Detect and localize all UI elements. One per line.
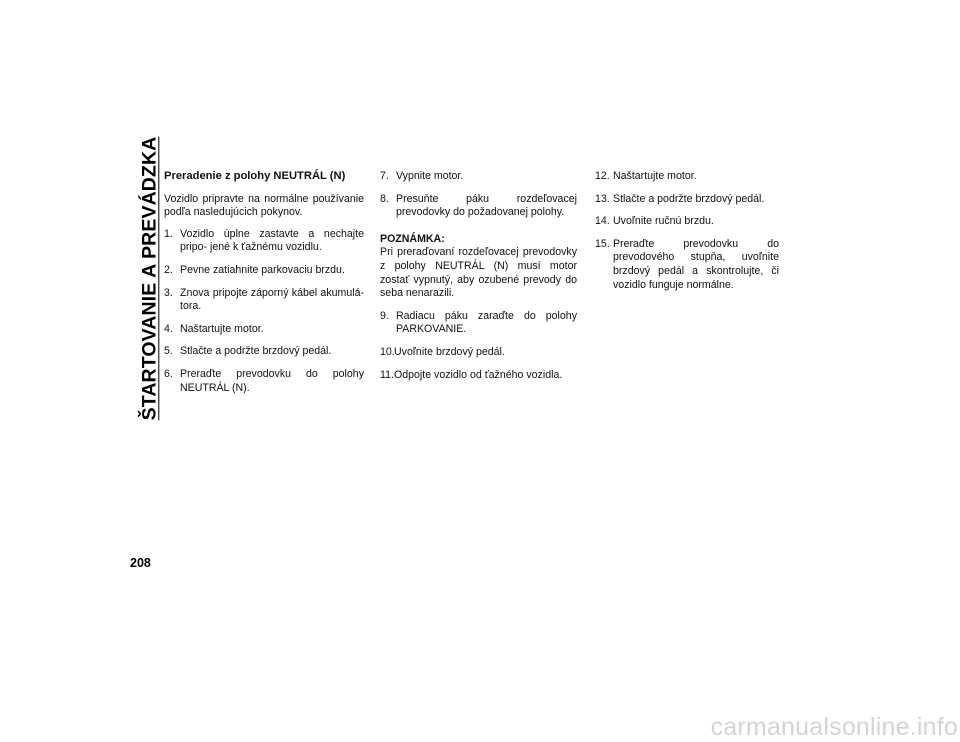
step-text: Naštartujte motor. [613, 170, 697, 182]
step-number: 13. [595, 192, 610, 205]
step-text: Stlačte a podržte brzdový pedál. [180, 345, 332, 358]
step-text: Vozidlo úplne zastavte a nechajte pripo- jené k ťažnému vozidlu. [180, 227, 364, 254]
list-item [164, 323, 364, 337]
list-item [380, 193, 577, 220]
step-number: 4. [164, 322, 173, 335]
step-text: Uvoľnite ručnú brzdu. [613, 215, 714, 228]
list-item [164, 368, 364, 395]
column-1 [164, 170, 364, 404]
step-text: Preraďte prevodovku do polohy NEUTRÁL (N). [180, 367, 364, 394]
note-text: Pri preraďovaní rozdeľovacej prevodovky z polohy NEUTRÁL (N) musí motor zostať vypnutý, aby ozubené prevody do seba nenarazili. [380, 246, 577, 300]
step-number: 14. [595, 215, 610, 228]
step-number: 1. [164, 227, 173, 240]
step-number: 7. [380, 170, 389, 182]
list-item [595, 215, 779, 229]
intro-paragraph: Vozidlo pripravte na normálne používanie podľa nasledujúcich pokynov. [164, 192, 364, 219]
step-number: 15. [595, 237, 610, 250]
list-item [595, 193, 779, 207]
step-number: 3. [164, 286, 173, 299]
section-side-title-text: ŠTARTOVANIE A PREVÁDZKA [138, 136, 161, 420]
page-number: 208 [130, 556, 151, 570]
step-number: 9. [380, 309, 389, 322]
step-number: 8. [380, 192, 389, 205]
column-2 [380, 170, 577, 391]
step-number: 11. [380, 368, 394, 381]
list-item [380, 346, 577, 360]
step-number: 10. [380, 345, 395, 358]
list-item [595, 170, 779, 184]
list-item [164, 287, 364, 314]
list-item [380, 369, 577, 383]
list-item [164, 345, 364, 359]
step-text: Stlačte a podržte brzdový pedál. [613, 192, 765, 205]
list-item [164, 228, 364, 255]
column-3 [595, 170, 779, 301]
step-number: 6. [164, 367, 173, 380]
step-text: Uvoľnite brzdový pedál. [394, 345, 505, 358]
step-text: Preraďte prevodovku do prevodového stupňa, uvoľnite brzdový pedál a skontrolujte, či vozidlo funguje normálne. [613, 237, 779, 291]
step-text: Vypnite motor. [396, 170, 464, 182]
section-side-title [134, 136, 166, 420]
step-number: 5. [164, 345, 173, 358]
step-text: Naštartujte motor. [180, 322, 264, 335]
step-text: Radiacu páku zaraďte do polohy PARKOVANIE. [396, 309, 577, 336]
list-item [595, 238, 779, 292]
section-heading: Preradenie z polohy NEUTRÁL (N) [164, 170, 346, 182]
step-text: Odpojte vozidlo od ťažného vozidla. [394, 368, 563, 381]
list-item [380, 310, 577, 337]
step-text: Pevne zatiahnite parkovaciu brzdu. [180, 263, 345, 276]
list-item [380, 170, 577, 184]
step-number: 2. [164, 263, 173, 276]
step-text: Znova pripojte záporný kábel akumulá- tora. [180, 286, 364, 313]
step-text: Presuňte páku rozdeľovacej prevodovky do požadovanej polohy. [396, 192, 577, 219]
list-item [164, 264, 364, 278]
watermark: carmanualsonline.info [710, 713, 958, 741]
step-number: 12. [595, 170, 610, 182]
note-label: POZNÁMKA: [380, 232, 445, 245]
